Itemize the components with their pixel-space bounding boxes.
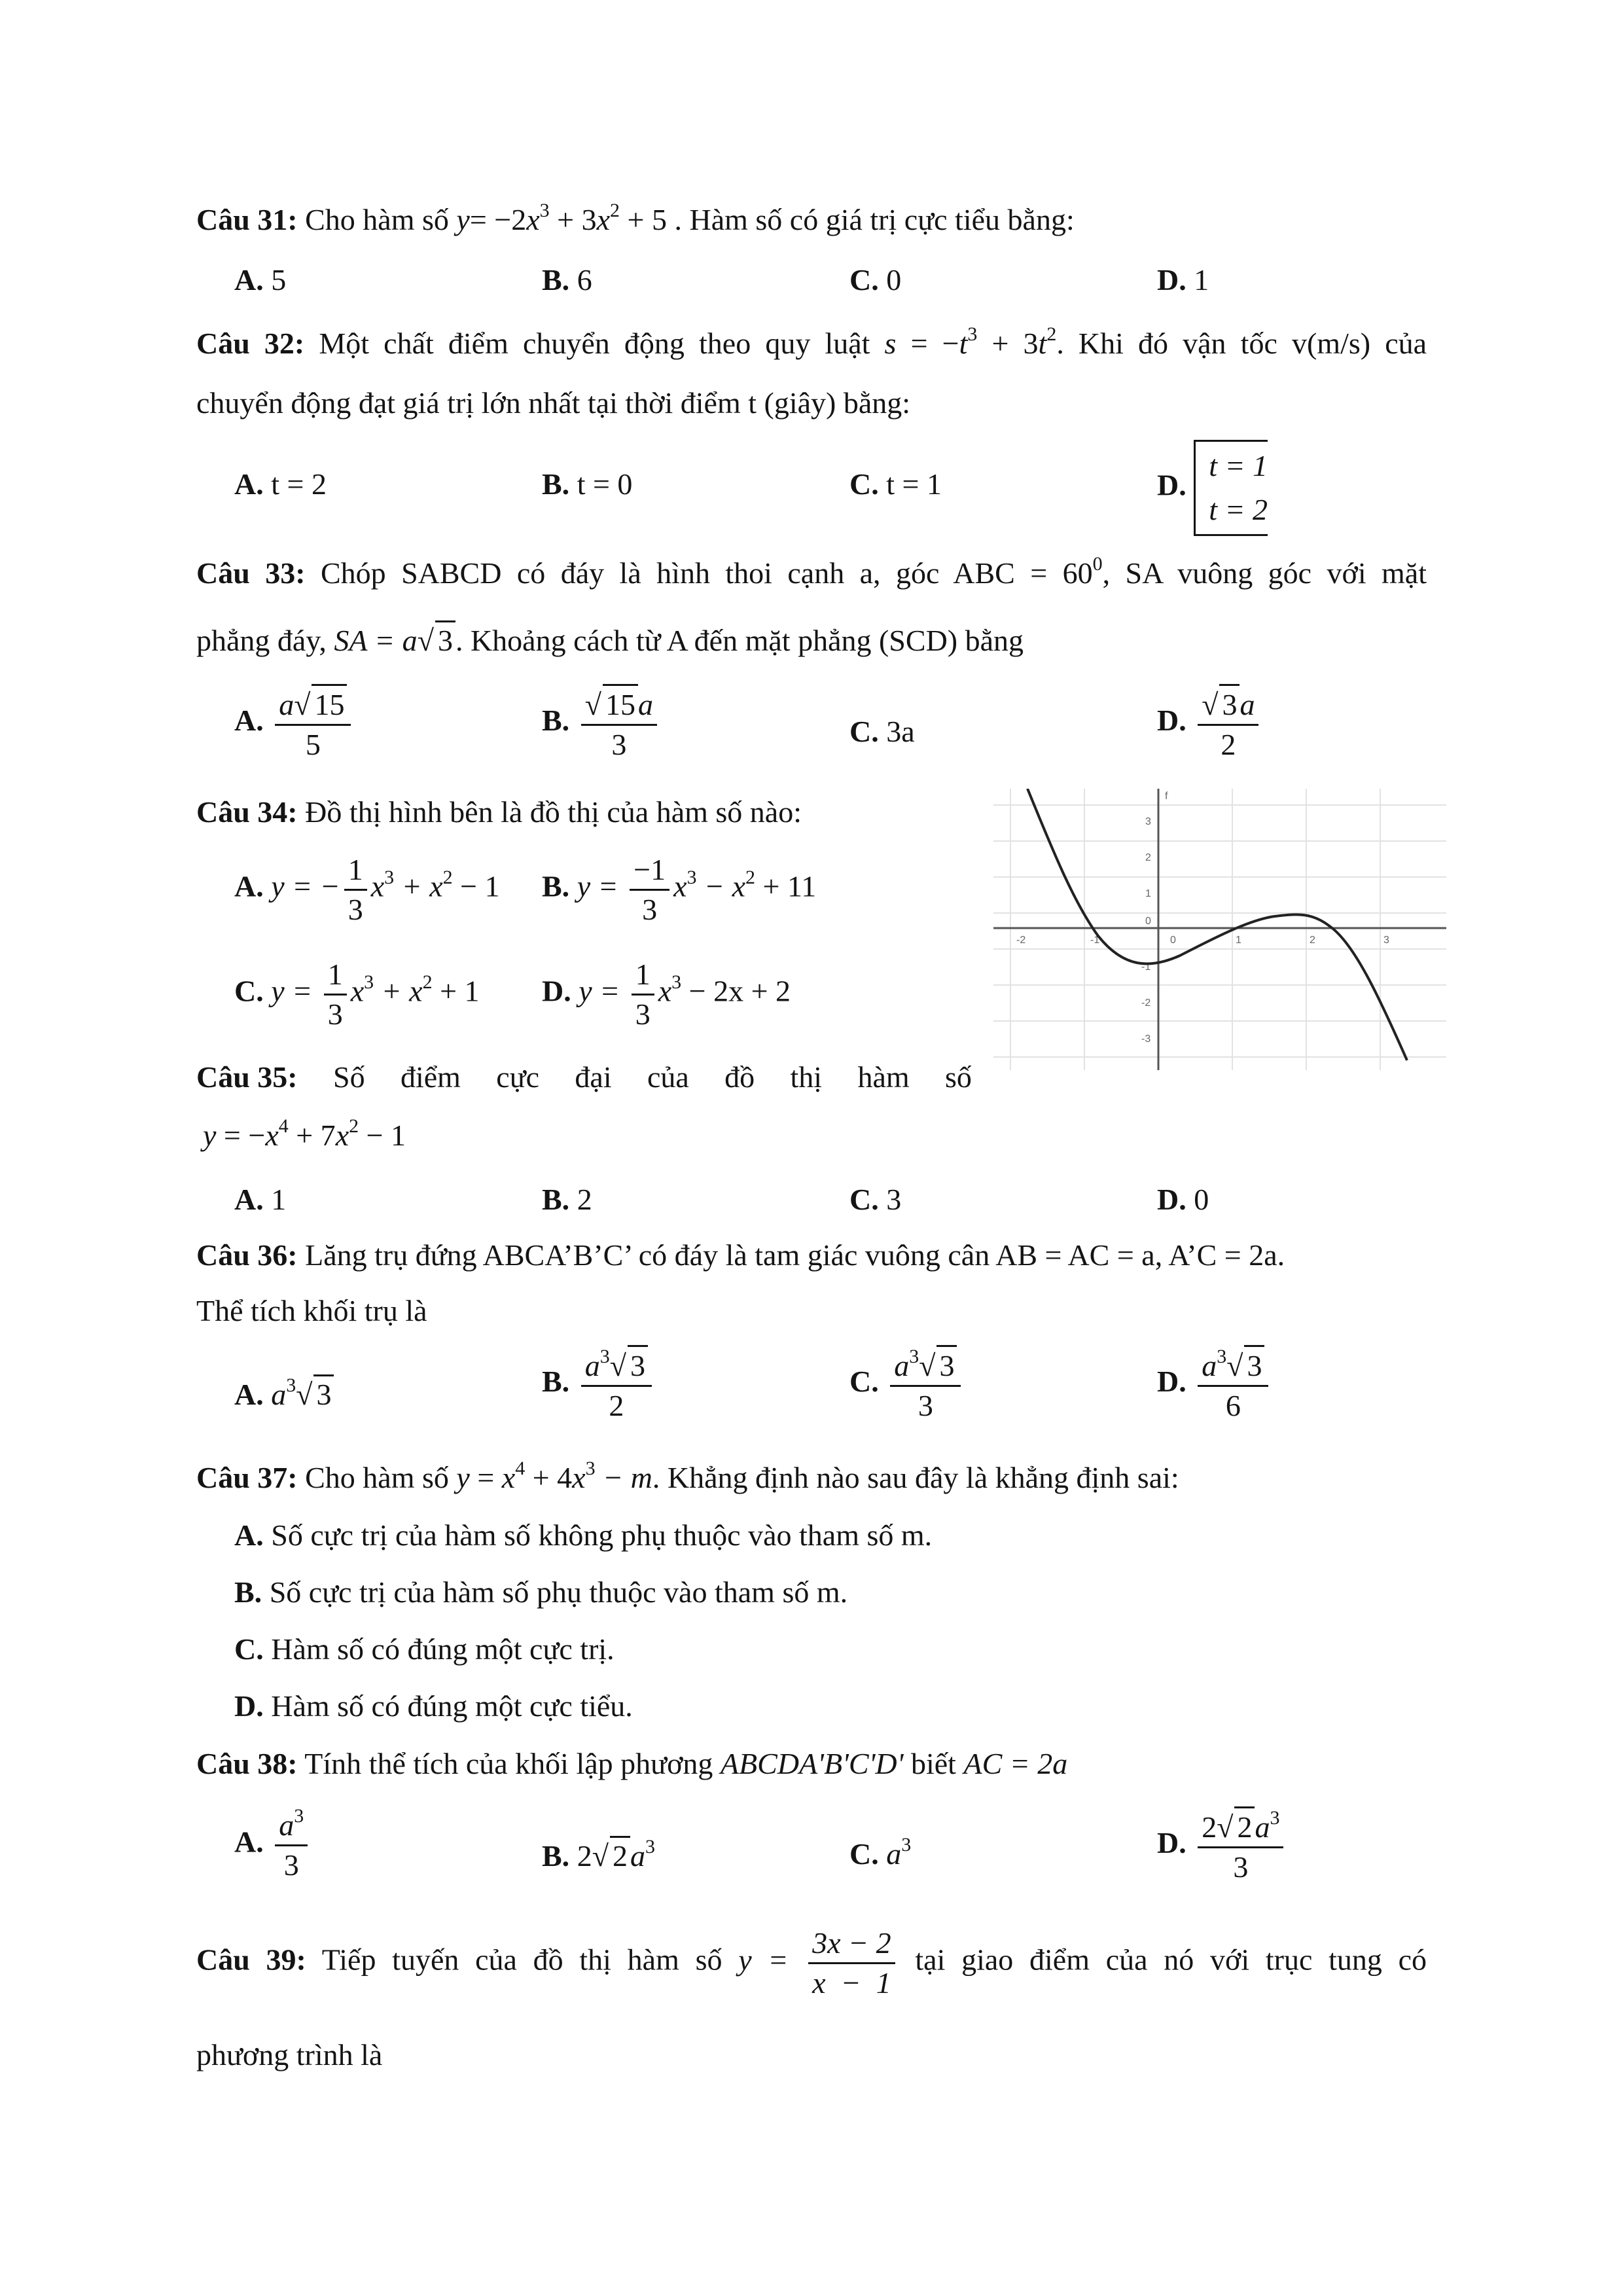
question-34: Câu 34: Đồ thị hình bên là đồ thị của hàm số nào:: [196, 795, 802, 829]
y-tick: 2: [1145, 852, 1151, 863]
q32-option-d-bracket: t = 1 t = 2: [1194, 440, 1268, 536]
graph-grid: [993, 789, 1446, 1070]
question-36-label: Câu 36:: [196, 1238, 298, 1272]
q34-option-a[interactable]: A. y = − $\frac{1}{3}$ $x^3 + x^2 - 1$: [234, 851, 500, 928]
question-31-text-before: Cho hàm số: [305, 203, 449, 236]
q38-option-b[interactable]: B. 2√ $2a^3$: [542, 1836, 655, 1874]
y-tick: -1: [1141, 961, 1151, 973]
q35-option-a[interactable]: A. 1: [234, 1183, 287, 1216]
q37-option-a[interactable]: A. Số cực trị của hàm số không phụ thuộc vào tham số m.: [234, 1518, 933, 1552]
q33-option-a-fraction: $\frac{a√ 15}{5}$: [275, 684, 351, 763]
question-38-label: Câu 38:: [196, 1747, 298, 1780]
question-38-solid: ABCDA'B'C'D': [720, 1747, 904, 1780]
y-tick: 0: [1145, 916, 1151, 927]
question-33-formula: SA = a√ 3: [334, 624, 455, 657]
question-39-line2: phương trình là: [196, 2038, 383, 2072]
question-39-line1: Câu 39: Tiếp tuyến của đồ thị hàm số y = $\frac{3x - 2}{x - 1}$ tại giao điểm của nó với trục tung có: [196, 1924, 1427, 2001]
q38-option-c[interactable]: C. $a^3$: [849, 1834, 912, 1871]
q31-option-b[interactable]: B. 6: [542, 263, 592, 296]
question-36-line1: Câu 36: Lăng trụ đứng ABCA’B’C’ có đáy là tam giác vuông cân AB = AC = a, A’C = 2a.: [196, 1238, 1285, 1272]
question-35-label: Câu 35:: [196, 1060, 298, 1094]
q33-option-d[interactable]: D. $\frac{√ 3a}{2}$: [1157, 684, 1262, 763]
question-31: [196, 202, 1075, 238]
question-33-line1: Câu 33: Chóp SABCD có đáy là hình thoi cạnh a, góc ABC = $60^0$, SA vuông góc với mặt: [196, 553, 1427, 590]
x-tick: 2: [1310, 935, 1315, 946]
q33-option-a[interactable]: A. $\frac{a√ 15}{5}$: [234, 684, 355, 763]
q32-option-d[interactable]: D. t = 1 t = 2: [1157, 440, 1268, 536]
q31-option-d[interactable]: D. 1: [1157, 263, 1209, 296]
q31-option-a[interactable]: A. 5: [234, 263, 287, 296]
function-graph: [993, 789, 1446, 1070]
q35-option-c[interactable]: C. 3: [849, 1183, 902, 1216]
q32-option-c[interactable]: C. t = 1: [849, 467, 942, 501]
question-32-label: Câu 32:: [196, 327, 305, 360]
y-tick: 1: [1145, 888, 1151, 899]
x-tick: -1: [1090, 935, 1100, 946]
question-33-label: Câu 33:: [196, 556, 306, 590]
question-31-formula: $y= -2x^3 + 3x^2 + 5$: [456, 200, 667, 236]
q38-option-d[interactable]: D. $\frac{2√ 2a^3}{3}$: [1157, 1806, 1287, 1886]
question-37-formula: $y = x^4 + 4x^3 - m$: [456, 1458, 652, 1494]
q37-option-b[interactable]: B. Số cực trị của hàm số phụ thuộc vào tham số m.: [234, 1575, 848, 1609]
x-tick: 3: [1383, 935, 1389, 946]
question-32-line2: chuyển động đạt giá trị lớn nhất tại thời điểm t (giây) bằng:: [196, 386, 911, 420]
question-31-text-after: . Hàm số có giá trị cực tiểu bằng:: [674, 203, 1075, 236]
question-33-line2: phẳng đáy, SA = a√ 3. Khoảng cách từ A đến mặt phẳng (SCD) bằng: [196, 620, 1024, 658]
y-tick: 3: [1145, 816, 1151, 827]
q31-option-c[interactable]: C. 0: [849, 263, 902, 296]
q36-option-a[interactable]: A. $a^3√$ 3: [234, 1374, 334, 1412]
q34-option-c[interactable]: C. y = $\frac{1}{3}$ $x^3 + x^2 + 1$: [234, 956, 480, 1033]
q32-option-b[interactable]: B. t = 0: [542, 467, 633, 501]
q33-option-d-fraction: $\frac{√ 3a}{2}$: [1198, 684, 1258, 763]
q32-option-a[interactable]: A. t = 2: [234, 467, 327, 501]
q35-option-b[interactable]: B. 2: [542, 1183, 592, 1216]
q38-option-a[interactable]: A. $\frac{a^3}{3}$: [234, 1806, 312, 1884]
q37-option-d[interactable]: D. Hàm số có đúng một cực tiểu.: [234, 1689, 633, 1723]
q37-option-c[interactable]: C. Hàm số có đúng một cực trị.: [234, 1632, 615, 1666]
question-34-label: Câu 34:: [196, 795, 298, 829]
question-36-line2: Thể tích khối trụ là: [196, 1294, 427, 1327]
x-tick: -2: [1016, 935, 1026, 946]
question-37: Câu 37: Cho hàm số $y = x^4 + 4x^3 - m$. Khẳng định nào sau đây là khẳng định sai:: [196, 1458, 1179, 1494]
x-tick: 0: [1170, 935, 1176, 946]
question-31-label: Câu 31:: [196, 203, 298, 236]
q36-option-c[interactable]: C. $\frac{a^3√ 3}{3}$: [849, 1345, 965, 1424]
question-32-formula: $s = -t^3 + 3t^2$: [884, 323, 1057, 360]
axis-label: f: [1165, 791, 1168, 802]
question-38: Câu 38: Tính thể tích của khối lập phương ABCDA'B'C'D' biết AC = 2a: [196, 1747, 1068, 1780]
question-35-formula: $y = -x^4 + 7x^2 - 1$: [203, 1115, 406, 1152]
q33-option-c[interactable]: C. 3a: [849, 715, 915, 748]
question-35-line1: Câu 35: Số điểm cực đại của đồ thị hàm số: [196, 1059, 972, 1095]
q34-option-d[interactable]: D. y = $\frac{1}{3}$ $x^3 - 2x + 2$: [542, 956, 791, 1033]
question-37-label: Câu 37:: [196, 1461, 298, 1494]
q34-option-b[interactable]: B. y = $\frac{-1}{3}$ $x^3 - x^2 + 11$: [542, 851, 816, 928]
question-32-line1: Câu 32: Một chất điểm chuyển động theo quy luật $s = -t^3 + 3t^2$. Khi đó vận tốc v(m/s) của: [196, 323, 1427, 360]
q36-option-d[interactable]: D. $\frac{a^3√ 3}{6}$: [1157, 1345, 1272, 1424]
x-tick: 1: [1236, 935, 1241, 946]
question-39-label: Câu 39:: [196, 1943, 306, 1977]
q33-option-b[interactable]: B. $\frac{√ 15a}{3}$: [542, 684, 661, 763]
question-39-formula: y = $\frac{3x - 2}{x - 1}$: [738, 1943, 899, 1977]
y-tick: -2: [1141, 997, 1151, 1009]
q36-option-b[interactable]: B. $\frac{a^3√ 3}{2}$: [542, 1345, 656, 1424]
question-38-given: AC = 2a: [963, 1747, 1068, 1780]
q35-option-d[interactable]: D. 0: [1157, 1183, 1209, 1216]
q33-option-b-fraction: $\frac{√ 15a}{3}$: [581, 684, 657, 763]
y-tick: -3: [1141, 1033, 1151, 1045]
